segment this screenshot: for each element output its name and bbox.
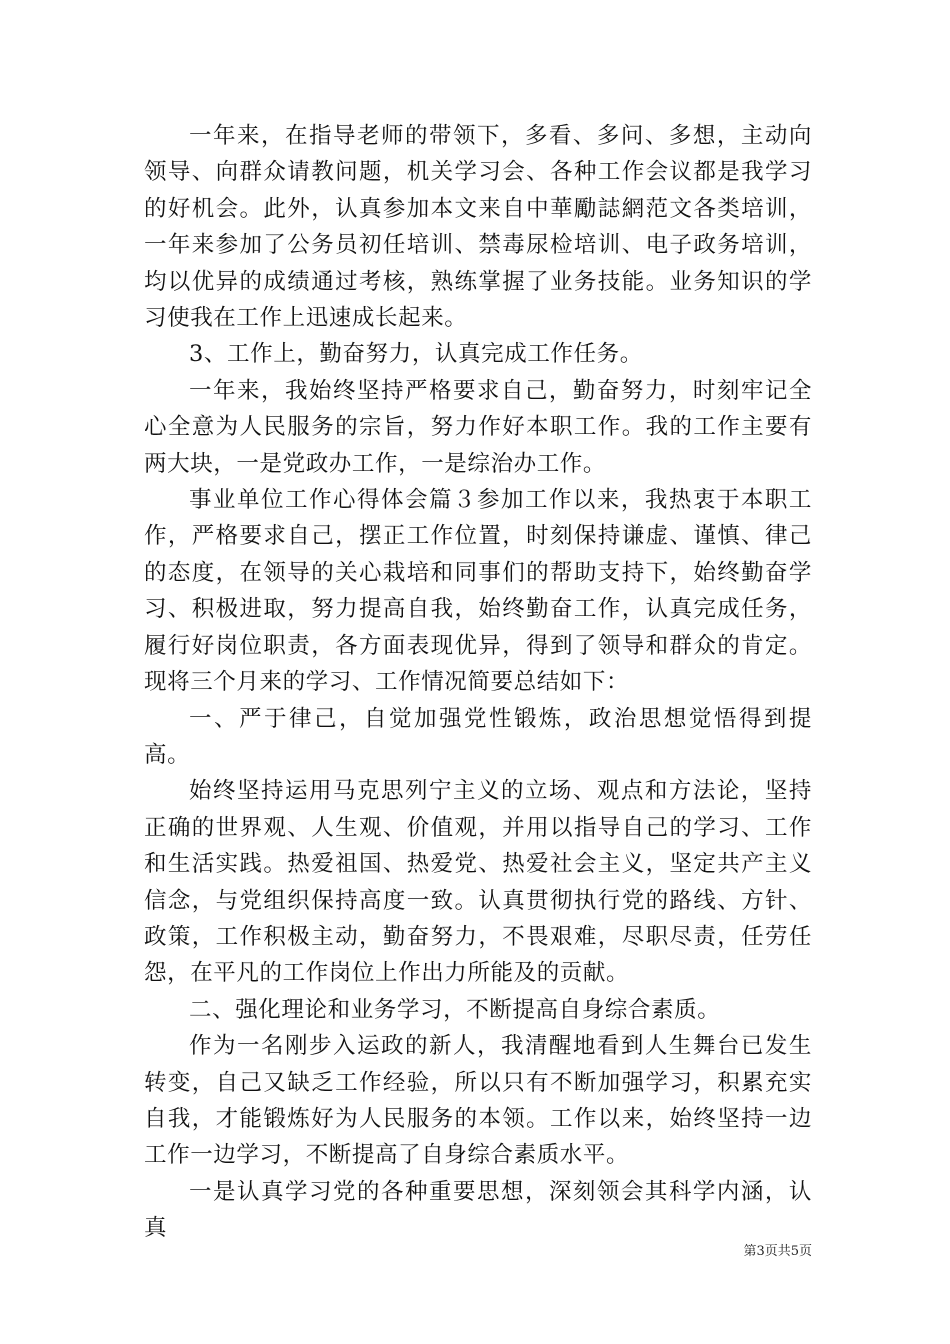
paragraph-4: 事业单位工作心得体会篇３参加工作以来，我热衷于本职工作，严格要求自己，摆正工作位置，时刻保持谦虚、谨慎、律己的态度，在领导的关心栽培和同事们的帮助支持下，始终勤奋学习、积极进取，努力提高自我，始终勤奋工作，认真完成任务，履行好岗位职责，各方面表现优异，得到了领导和群众的肯定。现将三个月来的学习、工作情况简要总结如下： <box>144 487 812 696</box>
paragraph-1: 一年来，在指导老师的带领下，多看、多问、多想，主动向领导、向群众请教问题，机关学习会、各种工作会议都是我学习的好机会。此外，认真参加本文来自中華勵誌網范文各类培训，一年来参加了公务员初任培训、禁毒尿检培训、电子政务培训，均以优异的成绩通过考核，熟练掌握了业务技能。业务知识的学习使我在工作上迅速成长起来。 <box>144 123 812 332</box>
paragraph-8: 作为一名刚步入运政的新人，我清醒地看到人生舞台已发生转变，自己又缺乏工作经验，所以只有不断加强学习，积累充实自我，才能锻炼好为人民服务的本领。工作以来，始终坚持一边工作一边学习，不断提高了自身综合素质水平。 <box>144 1033 812 1169</box>
paragraph-2-heading: 3、工作上，勤奋努力，认真完成工作任务。 <box>189 341 643 368</box>
page-footer: 第3页共5页 <box>743 1244 812 1259</box>
paragraph-9: 一是认真学习党的各种重要思想，深刻领会其科学内涵，认真 <box>144 1178 812 1242</box>
paragraph-5-heading: 一、严于律己，自觉加强党性锻炼，政治思想觉悟得到提高。 <box>144 705 812 768</box>
document-body <box>144 118 812 1247</box>
paragraph-7-heading: 二、强化理论和业务学习，不断提高自身综合素质。 <box>189 996 721 1023</box>
paragraph-3: 一年来，我始终坚持严格要求自己，勤奋努力，时刻牢记全心全意为人民服务的宗旨，努力作好本职工作。我的工作主要有两大块，一是党政办工作，一是综治办工作。 <box>144 377 812 477</box>
paragraph-6: 始终坚持运用马克思列宁主义的立场、观点和方法论，坚持正确的世界观、人生观、价值观，并用以指导自己的学习、工作和生活实践。热爱祖国、热爱党、热爱社会主义，坚定共产主义信念，与党组织保持高度一致。认真贯彻执行党的路线、方针、政策，工作积极主动，勤奋努力，不畏艰难，尽职尽责，任劳任怨，在平凡的工作岗位上作出力所能及的贡献。 <box>144 778 812 987</box>
